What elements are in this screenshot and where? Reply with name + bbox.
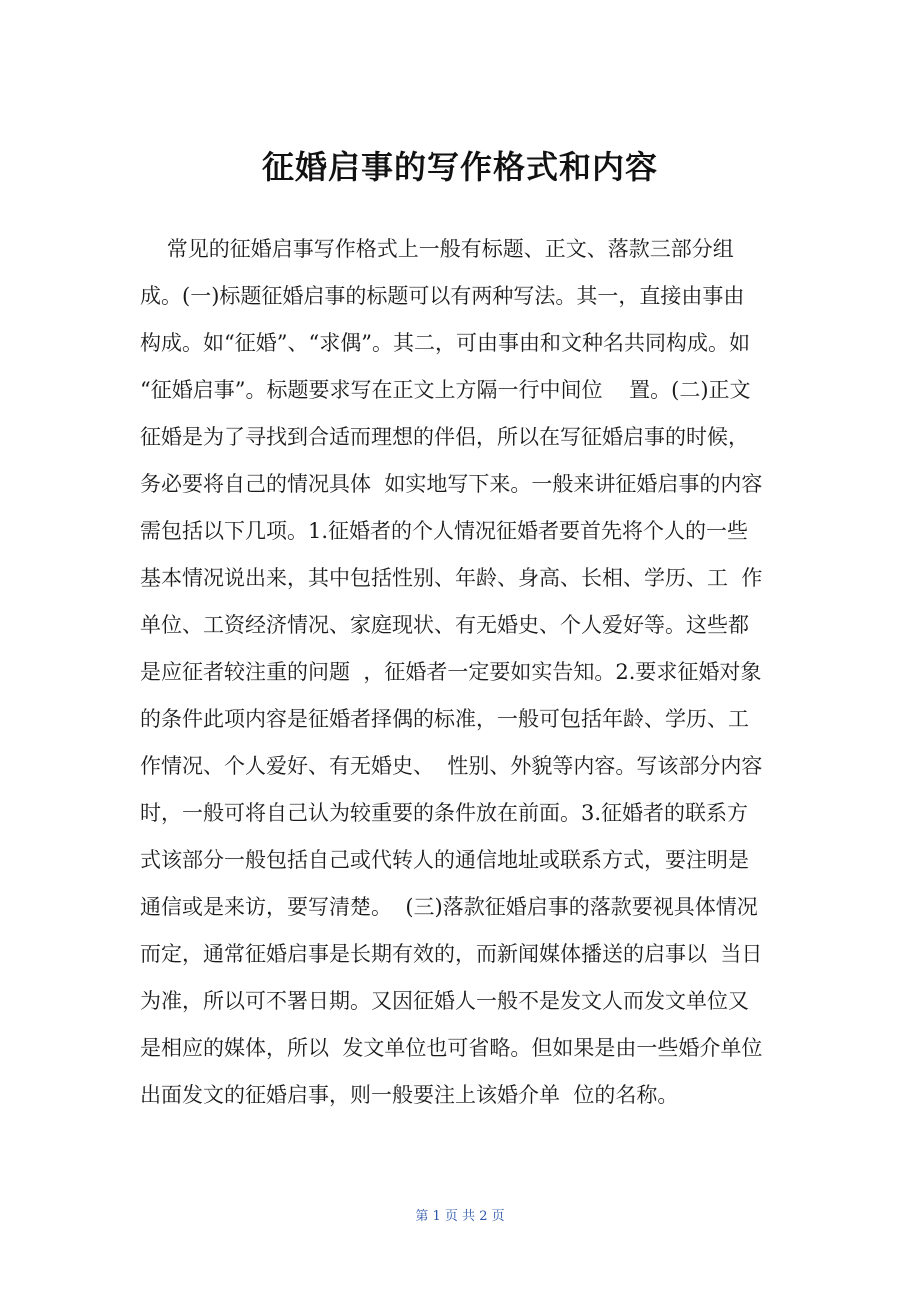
- body-line: 常见的征婚启事写作格式上一般有标题、正文、落款三部分组: [140, 237, 734, 261]
- body-line: “征婚启事”。标题要求写在正文上方隔一行中间位 置。(二)正文: [140, 378, 751, 402]
- document-title: 征婚启事的写作格式和内容: [261, 148, 658, 186]
- body-line: 为准，所以可不署日期。又因征婚人一般不是发文人而发文单位又: [140, 989, 749, 1013]
- body-line: 式该部分一般包括自己或代转人的通信地址或联系方式，要注明是: [140, 848, 749, 872]
- body-line: 征婚是为了寻找到合适而理想的伴侣，所以在写征婚启事的时候，: [140, 425, 749, 449]
- document-body: [140, 226, 784, 1119]
- body-line: 基本情况说出来，其中包括性别、年龄、身高、长相、学历、工 作: [140, 566, 763, 590]
- body-line: 是相应的媒体，所以 发文单位也可省略。但如果是由一些婚介单位: [140, 1036, 763, 1060]
- body-line: 务必要将自己的情况具体 如实地写下来。一般来讲征婚启事的内容: [140, 472, 763, 496]
- body-line: 时，一般可将自己认为较重要的条件放在前面。3.征婚者的联系方: [140, 801, 749, 825]
- body-line: 通信或是来访，要写清楚。 (三)落款征婚启事的落款要视具体情况: [140, 895, 758, 919]
- body-line: 而定，通常征婚启事是长期有效的，而新闻媒体播送的启事以 当日: [140, 942, 763, 966]
- body-line: 成。(一)标题征婚启事的标题可以有两种写法。其一，直接由事由: [140, 284, 745, 308]
- body-line: 单位、工资经济情况、家庭现状、有无婚史、个人爱好等。这些都: [140, 613, 749, 637]
- page-number-footer: 第 1 页 共 2 页: [415, 1209, 505, 1224]
- body-line: 出面发文的征婚启事，则一般要注上该婚介单 位的名称。: [140, 1083, 679, 1107]
- body-line: 是应征者较注重的问题 ，征婚者一定要如实告知。2.要求征婚对象: [140, 660, 762, 684]
- body-line: 作情况、个人爱好、有无婚史、 性别、外貌等内容。写该部分内容: [140, 754, 763, 778]
- body-line: 构成。如“征婚”、“求偶”。其二，可由事由和文种名共同构成。如: [140, 331, 750, 355]
- body-line: 的条件此项内容是征婚者择偶的标准，一般可包括年龄、学历、工: [140, 707, 749, 731]
- body-line: 需包括以下几项。1.征婚者的个人情况征婚者要首先将个人的一些: [140, 519, 749, 543]
